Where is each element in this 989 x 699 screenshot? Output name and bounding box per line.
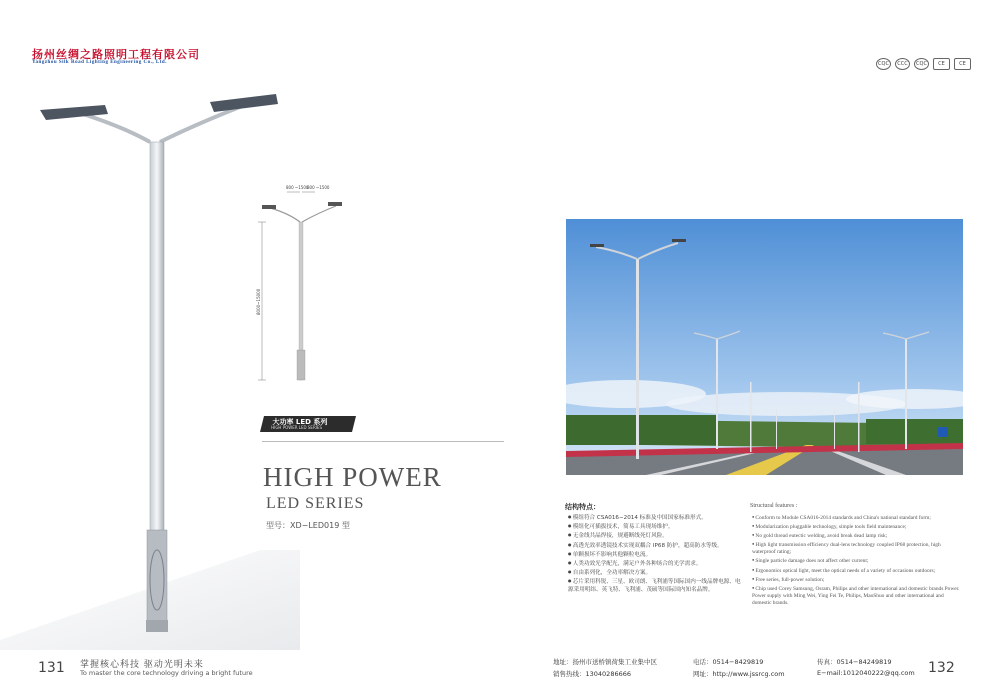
product-model: 型号：XD−LED019 型 (266, 521, 350, 530)
list-item: ● 芯片采用科锐、三星、欧司朗、飞利浦等国际国内一线品牌电源、电源采用明纬、英飞特、飞利浦、茂硕等国际国内知名品牌。 (568, 577, 746, 593)
contact-hotline: 销售热线：13040286666 (553, 670, 631, 678)
product-title: HIGH POWER (263, 462, 442, 492)
contact-website[interactable]: 网址：http://www.jssrcg.com (693, 670, 785, 678)
list-item: ● Chip used Corey Samsung, Osram, Philips and other international and domestic brands Power. Power supply with Ming Wei, Ying Fei Te, Philips, MaoShuo and other international and domestic brands. (752, 584, 964, 607)
list-item: ● 模组符合 CSA016−2014 标准及中国国家标准形式。 (568, 513, 746, 522)
page-number-left: 131 (38, 660, 65, 676)
list-item: ● 无金线共晶焊接，规避断线死灯风险。 (568, 531, 746, 540)
cert-logo: CE (933, 58, 950, 70)
arm-length-label: 800 ~1500 (307, 185, 330, 190)
contact-fax: 传真：0514−84249819 (817, 658, 892, 666)
list-item: ● Modularization pluggable technology, simple tools field maintenance; (752, 522, 964, 531)
certification-logos (876, 58, 971, 70)
list-item: ● 人类功效光学配光，满足户外各种场合的光学需求。 (568, 559, 746, 568)
list-item: ● Ergonomics optical light, meet the optical needs of a variety of occasions outdoors; (752, 566, 964, 575)
slogan-cn: 掌握核心科技 驱动光明未来 (80, 660, 204, 670)
pole-dimension-diagram (240, 180, 350, 395)
contact-email[interactable]: E−mail:1012040222@qq.com (817, 669, 915, 677)
list-item: ● Single particle damage does not affect other current; (752, 556, 964, 565)
contact-address: 地址：扬州市送桥镇荷集工业集中区 (553, 658, 657, 666)
cert-logo: CQC (876, 58, 891, 70)
features-list-cn (568, 513, 746, 594)
list-item: ● High light transmission efficiency dual-lens technology coupled IP68 protection, high waterproof rating; (752, 540, 964, 556)
company-name-en: Yangzhou Silk Road Lighting Engineering Co., Ltd. (32, 60, 167, 65)
list-item: ● 高透光效率透镜技术实现双耦合 IP68 防护，超高防水等级。 (568, 541, 746, 550)
features-list-en (752, 513, 964, 607)
page-number-right: 132 (928, 660, 955, 676)
features-title-cn: 结构特点： (565, 503, 600, 511)
list-item: ● No gold thread eutectic welding, avoid break dead lamp risk; (752, 531, 964, 540)
product-subtitle: LED SERIES (266, 495, 365, 512)
cert-logo: CE (954, 58, 971, 70)
slogan-en: To master the core technology driving a bright future (80, 669, 253, 677)
cert-logo: CQC (914, 58, 929, 70)
list-item: ● Free series, full-power solution; (752, 575, 964, 584)
pole-height-label: 8000~15000 (256, 288, 261, 315)
series-tag-en: HIGH POWER LED SERIES (271, 425, 322, 430)
list-item: ● 自由系列化，全功率解决方案。 (568, 568, 746, 577)
list-item: ● 单颗损坏不影响其他颗粒电流。 (568, 550, 746, 559)
features-title-en: Structural features : (750, 503, 798, 509)
cert-logo: CCC (895, 58, 910, 70)
series-tag (260, 416, 356, 432)
list-item: ● Conform to Module CSA016-2014 standards and China's national standard form; (752, 513, 964, 522)
list-item: ● 模组化可插拔技术，简易工具现场维护。 (568, 522, 746, 531)
divider (262, 441, 504, 442)
company-name-cn: 扬州丝绸之路照明工程有限公司 (32, 48, 200, 61)
contact-phone: 电话：0514−8429819 (693, 658, 764, 666)
road-photo (566, 219, 963, 475)
arm-length-label: 800 ~1500 (286, 185, 309, 190)
series-tag-cn: 大功率 LED 系列 (272, 418, 328, 426)
